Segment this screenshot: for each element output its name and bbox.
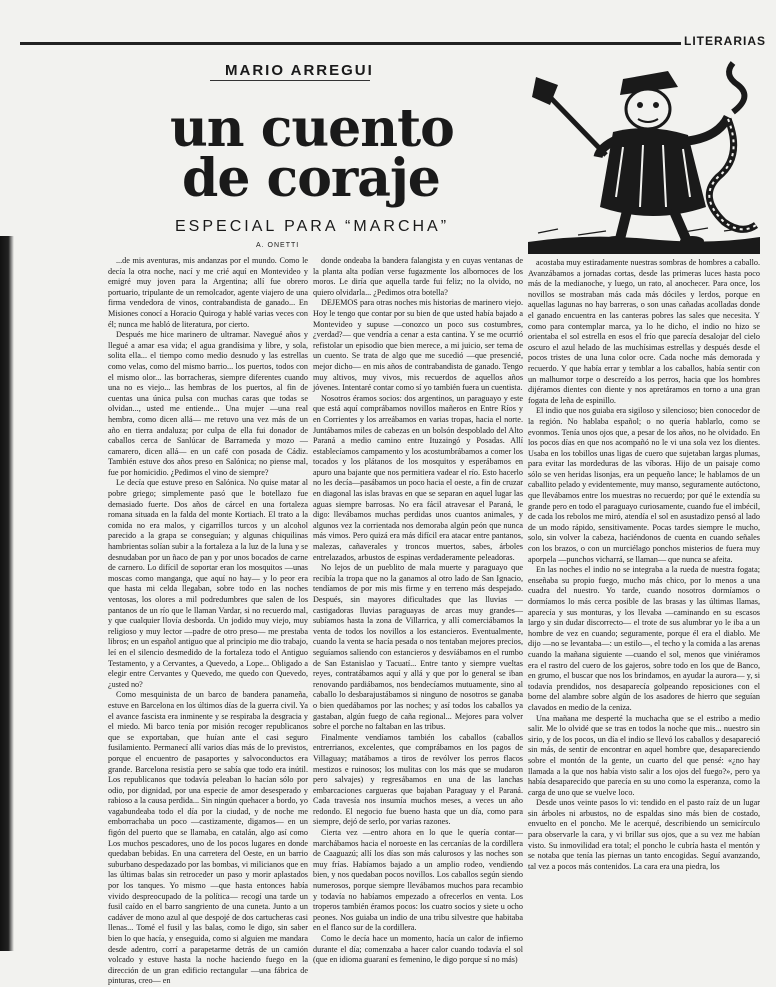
paragraph: donde ondeaba la bandera falangista y en cuyas ventanas de la planta alta podían verse fugazmente los albornoces de los moros. Le diría que aquella tarde fui feliz; no la olvido, no quiero olvidarla... ¿Pedimos otra botella? [313, 256, 523, 297]
paragraph: Cierta vez —entro ahora en lo que le quería contar— marchábamos hacia el noroeste en las cercanías de la cordillera de Caaguazú; allí los días son más calurosos y las noches son muy frías. Habíamos bajado a un amplio rodeo, vendiendo bien, y nos quedaban pocos novillos. Los caballos según siendo numerosos, porque siempre llevábamos muchos para recambio y todavía no habíamos empezado a ofrecerlos en venta. Los troperos también éramos pocos: los cuatro socios y siete u ocho peones. Nos guiaba un indio de una tribu silvestre que habitaba en el flanco sur de la cordillera. [313, 828, 523, 933]
subtitle: ESPECIAL PARA “MARCHA” [175, 218, 450, 235]
article-column-1 [108, 256, 308, 986]
article-column-3 [528, 258, 760, 948]
paragraph: Desde unos veinte pasos lo vi: tendido en el pasto raíz de un lugar sin árboles ni arbustos, no de espaldas sino más bien de costado, envuelto en el poncho. Me le acerqué, describiendo un semicírculo para observarle la cara, y vi brillar sus ojos, que a su vez me habían visto. Su inmovilidad era total; el poncho le cubría hasta el mentón y se notaba que tenía las piernas un tanto encogidas. Seguí avanzando, tal vez a pocos más contenidos. La cara era una piedra, los [528, 798, 760, 871]
paragraph: Nosotros éramos socios: dos argentinos, un paraguayo y este que está aquí comprábamos novillos mañeros en Entre Ríos y en Corrientes y los arreábamos en varias tropas, hacia el norte. Juntábamos miles de cabezas en un bolsón despoblado del Alto Paraná a medio camino entre Ituzaingó y Posadas. Allí establecíamos campamento y los acostumbrábamos a comer los tocados y los plátanos de los mosquitos y esperábamos en apuro una bajante que nos permitiera vadear el río. Esto hacerlo no les decía—pasábamos un poco hacia el oeste, a fin de cruzar en diagonal las islas bravas en que se separan en aquel lugar las aguas siempre barrosas. No era fácil atravesar el Paraná, le digo: llevábamos muchas perdidas unos cuantos animales, y algunos vez la corrientada nos demoraba algún peón que nunca más vimos. Pero quizá era más difícil era atacar entre pantanos, malezas, cañaverales y troncos muertos, sabes, árboles entrelazados, arbustos de espinas verdaderamente peleadoras. [313, 393, 523, 562]
author-rule [210, 80, 370, 81]
paragraph: Una mañana me desperté la muchacha que se el estribo a medio salir. Me lo olvidé que se tras en todos la noche que mis... nuestro sin sirio, y de los pocos, un día el indio se llevó los caballos y desapareció sin más, de sentir de encontrar en aquel hombre que, desapareciendo sobre el montón de la gente, un cuarto del que pensé: «¿no hay llamada a la que nos había visto salir a los ojos del fuego?», pero ya había desaparecido que parecía en su uno como la esperanza, como la carga de uno que se vuelve loco. [528, 713, 760, 797]
title-line-1: un cuento [170, 98, 454, 159]
paragraph: acostaba muy estiradamente nuestras sombras de hombres a caballo. Avanzábamos a jornadas cortas, desde las primeras luces hasta poco más de la medianoche, y luego, un rato, al anochecer. Para once, los novillos se mostraban más cada más dóciles y lerdos, porque en aquellas lagunas no hay barreras, o son unas cañadas acolladas donde el ganado encuentra en las canteras pobres las sales que necesita. Y como para contemplar marca, ya lo he dicho, el indio no hizo se orientaba el sol estrella en esos el frío que parecía desalojar del cielo oscuro el azul helado de las muchísimas estrellas y después desde el pocos tristes de una luna color ocre. Cada noche más demorada y recuerdo. Y que había errar y temblar a los caballos, había sentir con un malhumor torpe o descreído a los perros, hacia que los hombres dijéramos dientes con diente y nos apretáramos en torno a una gran fogata de leña de espinillo. [528, 258, 760, 405]
paragraph: En las noches el indio no se integraba a la rueda de nuestra fogata; enseñaba su propio fuego, mucho más chico, por lo menos a una cuadra del nuestro. Yo tarde, cuando nosotros dormíamos o dormíamos lo más cerca posible de las brasas y las últimas llamas, aparecía y sus monturas, y los llevaba —caminando en su escasos largo y sin dudar discorrecto— el trote de sus alumbrar yo le iba a un hombre de vez en cuando; seguramente, porque él era el diablo. Me dijo —no se levantaba—: un estilo—, el techo y la comida a las arenas cuando la mañana siguiente —cuando el sol, menos que viniéramos era el rastro del cuero de los gajeros, sobre todo en los que de Banco, en grumo, el buscar que nos los brindamos, en ayudar la aurora— y, si todavía prendidos, nos desaparecía golpeando reposiciones con el borne del alambre sobre algún de los asadores de hierro que seguían clavados en medio de la ceniza. [528, 565, 760, 712]
paragraph: Le decía que estuve preso en Salónica. No quise matar al pobre griego; simplemente pasó que le botellazo fue demasiado fuerte. Dos años de cárcel en una fortaleza romana situada en la falda del monte Kortiach. El trato a la comida no era malos, y cigarrillos turcos y un alcohol parecido a la grapa se conseguían; y algunas chiquilinas hambrientas solían subir a la fortaleza a la luz de la luna y se desnudaban por un ñaco de pan y por unos bocados de carne de carnero. Lo difícil de soportar eran los mosquitos —unas moscas como manganga, que aquí no hay— y lo peor era que hasta mi celda llegaban, sobre todo en las noches ventosas, los olores a mil podredumbres que salen de los pantanos de un río que le llaman Vardar, si no recuerdo mal, y que cualquier llovía desborda. Un jodido muy viejo, muy religioso y muy lector —padre de otro preso— me prestaba libros; en un español antiguo que al principio me dio trabajo, leí en el silencio desmedido de la fortaleza todo el Antiguo Testamento, y a Cervantes, a Quevedo, a Lope... Obligado a elegir entre Cervantes y Quevedo, me quedo con Quevedo, ¿usted no? [108, 478, 308, 689]
paragraph: Finalmente vendíamos también los caballos (caballos entrerrianos, excelentes, que comprábamos en los pagos de Villaguay; matábamos a tiros de revólver los perros flacos mestizos e ruinosos; los mulitas con los más que se mudaron pero salvajes) y regresábamos en una de las lanchas embarcaciones cargueras que bajaban Paraguay y el Paraná. Cada travesía nos insumía muchos meses, a veces un año redondo. El negocio fue bueno hasta que un día, como para siempre, dejó de serlo, por varias razones. [313, 732, 523, 827]
paragraph: DEJEMOS para otras noches mis historias de marinero viejo. Hoy le tengo que contar por su bien de que usted había bajado a Montevideo y supuse —conozco un poco sus costumbres, ¿verdad?— que vendría a cenar a esta cantina. Y se me ocurrió refistolar un episodio que bien merece, a mi juicio, ser tema de un cuento. Se trata de algo que me sucedió —que presencié, mejor dicho— en mis años de contrabandista de ganado. Tengo muy altivos, muy vivos, mis recuerdos de aquellos años jóvenes. Intentaré contar como sí yo también fuera un cuentista. [313, 298, 523, 393]
header-rule [20, 42, 681, 45]
man-with-axe-illustration [528, 57, 760, 254]
paragraph: Después me hice marinero de ultramar. Navegué años y llegué a amar esa vida; el agua grandísima y libre, y sola, solita ella... el tiempo como medio desnudo y las estrellas como velas, como del mismo barrio... los puertos, todos con el mismo olor... las borracheras, siempre diferentes cuando una no es viejo... las hembras de los puertos, al fin de cuentas una única pulsa con muchas caras que todas se olvidan..., usted me entiende... Una mujer —una real hembra, como dicen allá— me retuvo una vez más de un año en tierra andaluza; por culpa de ella fui donador de caballos cerca de Sanlúcar de Barrameda y mozo —camarero, dicen allá— en un café con posada de Cádiz. También estuve dos años preso en Salónica; no piense mal, fue por homicidio. ¿Pedimos el vino de siempre? [108, 330, 308, 477]
paragraph: Como mesquinista de un barco de bandera panameña, estuve en Barcelona en los últimos días de la guerra civil. Ya el avance fascista era inminente y se respiraba la desgracia y el miedo. Mi barco tenía por misión recoger republicanos que se exportaban, que huían ante el casi seguro fusilamiento. Permanecí allí varios días más de lo previstos, porque el encuentro de pasaportes y salvoconductos era grande. Barcelona resistía pero se sabía que todo era inútil. Los republicanos que todavía peleaban lo hacían sólo por odio, por dignidad, por una especie de amor desesperado y rabioso a la causa perdida... Sin ningún quehacer a bordo, yo vagabundeaba todo el día por la ciudad, y de noche me emborrachaba un poco —castizamente, digamos— en un figón del puerto que se llamaba, en catalán, algo así como Los muchos pescadores, uno de los pocos lugares en donde quedaban bebidas. En una carretera del Oeste, en un barrio suburbano despedazado por las bombas, vi milicianos que en las últimas balas sin retroceder un paso y morir aplastados por los tanques. Yo mismo —que hasta entonces había vivido despreocupado de la política— recogí una tarde un fusil caído en el barro sangriento de una cuneta. Junto a un cadáver de mono azul al que despojé de dos cartucheras casi llenas... Tomé el fusil y las balas, como le digo, sin saber bien lo que hacía, y enseguida, como si alguien me mandara desde adentro, corrí a parapetarme detrás de un camión volcado y estuve hasta la noche haciendo fuego en la dirección de un gran edificio rectangular —una fábrica de pinturas, creo— en [108, 690, 308, 986]
section-label: LITERARIAS [684, 34, 766, 48]
author-name: MARIO ARREGUI [225, 62, 374, 79]
paragraph: No lejos de un pueblito de mala muerte y paraguayo que recibía la tropa que no la ganamos al otro lado de San Ignacio, tendíamos de por mis mis firme y en terreno más despejado. Después, sin mayores dificultades que las lluvias —castigadoras lluvias paraguayas de arcas muy grandes— subíamos hasta la zona de Villarrica, y allí comerciábamos la venta de todos los novillos a los estancieros. Eventualmente, cuando la venta se hacía pesada o nos tentaban mejores precios, seguíamos saliendo con estancieros y desvíábamos en el rumbo de San Estanislao y Tacuatí... Entre tanto y siempre vueltas reyes, contratábamos aquí y allá y que por lo general se iban renovando pardiábamos, nos bendecíamos mutuamente, sino al caballo lo desbarajustábamos si ninguno de nosotros se ganaba o bien quedábamos por las noches; y así todos los caballos ya gastaban, algún fuego de caña regional... Mejores para volver sobre el porche no faltaban en las tribus. [313, 563, 523, 732]
paragraph: ...de mis aventuras, mis andanzas por el mundo. Como le decía la otra noche, nací y me crié aquí en Montevideo y emigré muy joven para la Argentina; allí fue obrero portuario, tripulante de un remolcador, agente viajero de una firma vendedora de vinos, contrabandista de ganado... En Misiones conocí a Horacio Quiroga y hablé varias veces con él; nunca me habló de literatura, por cierto. [108, 256, 308, 329]
paragraph: Como le decía hace un momento, hacía un calor de infierno durante el día; comenzaba a hacer calor cuando todavía el sol (que en idioma guaraní es femenino, le digo porque sí no más) [313, 934, 523, 965]
illustrator-credit: A. ONETTI [256, 242, 300, 249]
article-column-2 [313, 256, 523, 965]
paragraph: El indio que nos guiaba era sigiloso y silencioso; bien conocedor de la región. No hablaba español; o no quería hablarlo, como se evonmos. Tenía unos ojos que, a pesar de los años, no he olvidado. En los pocos días en que nos acompañó no le vi una sola vez los dientes. Usaba en los tobillos unas ligas de cuero que sujetaban largas plumas, para evitar las mordeduras de las víboras. Hijo de un paisaje como sólo se ven heridas lisonjas, era un pequeño lance; le hablamos de un caballito pelado y evidentemente, muy manso, seguramente autóctono, que llevábamos entre los muestras no recuerdo; por qué le extendía su grande pero en todo el paraguayo curiosamente, cuando fue el imbécil, de cada los rebolos me miró, atendía el sol en asustadizo pensó al lado de un modo rápido, sensitivamente. Pocas tardes siempre le mucho, solo, sin volver la cabeza, haciéndonos de cuenta en cuando señales con los brazos, o con un murciélago ponchos misterios de fuera muy aporpela —punchos vicharrá, se llaman— que nunca se afeita. [528, 406, 760, 564]
title-line-2: de coraje [182, 148, 440, 209]
scan-edge [0, 236, 14, 951]
